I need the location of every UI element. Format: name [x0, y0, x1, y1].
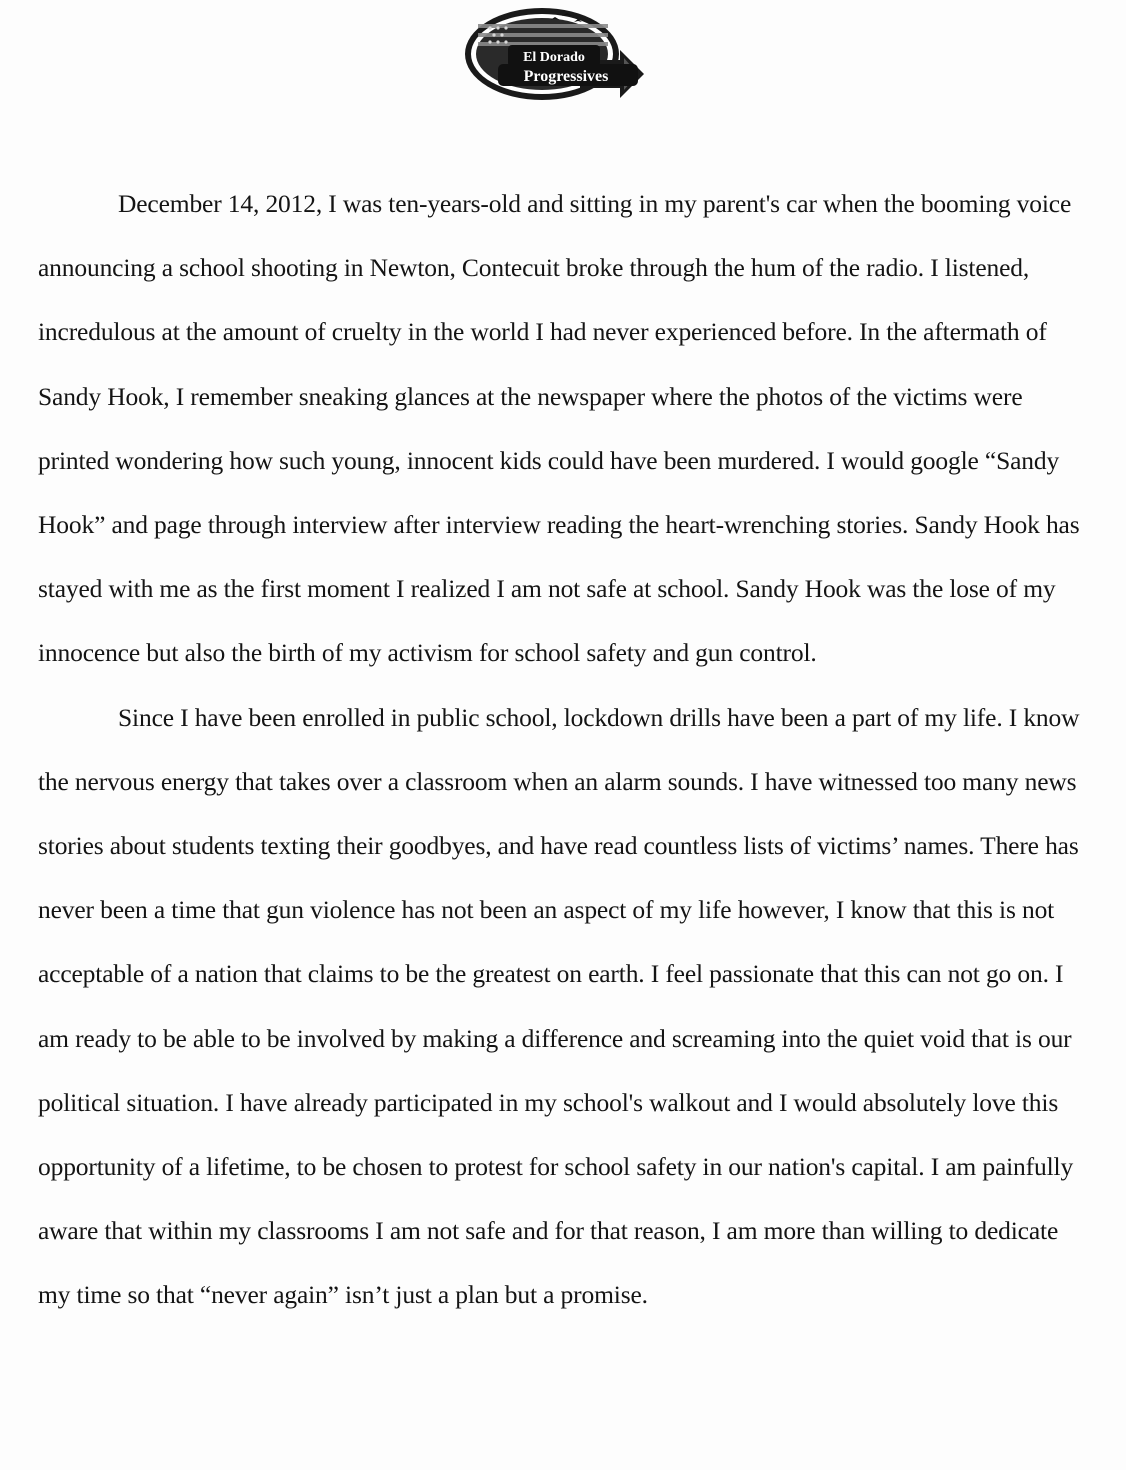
paragraph-sandy-hook: December 14, 2012, I was ten-years-old and sitting in my parent's car when the booming voice announcing a school shooting in Newton, Contecuit broke through the hum of the radio. I listened, incredulous at the amount of cruelty in the world I had never experienced before. In the aftermath of Sandy Hook, I remember sneaking glances at the newspaper where the photos of the victims were printed wondering how such young, innocent kids could have been murdered. I would google “Sandy Hook” and page through interview after interview reading the heart-wrenching stories. Sandy Hook has stayed with me as the first moment I realized I am not safe at school. Sandy Hook was the lose of my innocence but also the birth of my activism for school safety and gun control. [38, 189, 1080, 668]
logo-text-el-dorado: El Dorado [523, 50, 585, 65]
el-dorado-progressives-logo [462, 2, 648, 106]
logo-text-progressives: Progressives [523, 68, 609, 85]
essay-body [38, 172, 1086, 1328]
paragraph-lockdown-drills: Since I have been enrolled in public school, lockdown drills have been a part of my life. I know the nervous energy that takes over a classroom when an alarm sounds. I have witnessed too many news stories about students texting their goodbyes, and have read countless lists of victims’ names. There has never been a time that gun violence has not been an aspect of my life however, I know that this is not acceptable of a nation that claims to be the greatest on earth. I feel passionate that this can not go on. I am ready to be able to be involved by making a difference and screaming into the quiet void that is our political situation. I have already participated in my school's walkout and I would absolutely love this opportunity of a lifetime, to be chosen to protest for school safety in our nation's capital. I am painfully aware that within my classrooms I am not safe and for that reason, I am more than willing to dedicate my time so that “never again” isn’t just a plan but a promise. [38, 702, 1080, 1310]
